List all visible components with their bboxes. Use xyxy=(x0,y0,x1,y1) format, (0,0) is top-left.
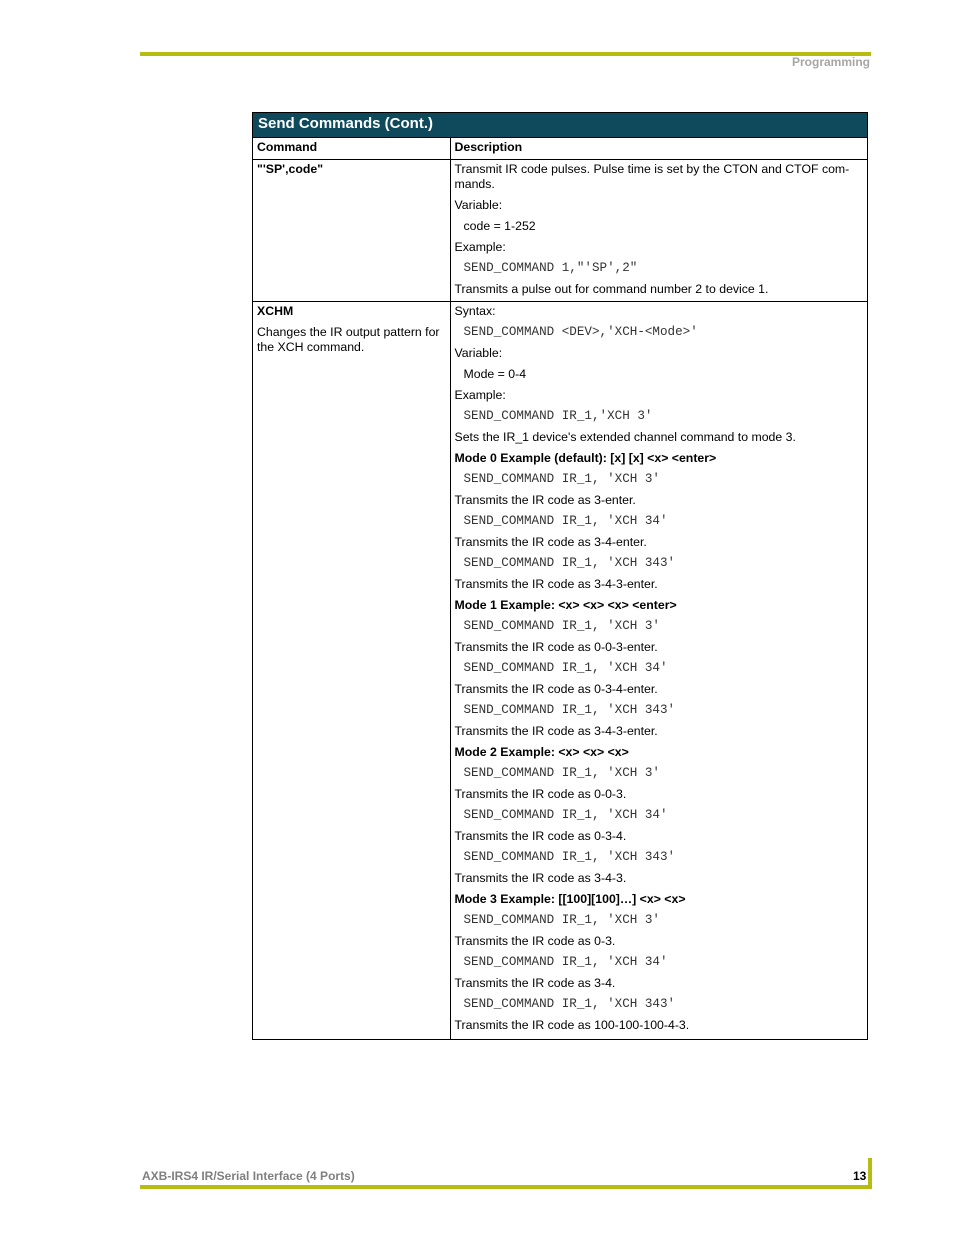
mode3-code: SEND_COMMAND IR_1, 'XCH 34' xyxy=(463,954,668,969)
mode0-code: SEND_COMMAND IR_1, 'XCH 34' xyxy=(463,513,668,528)
mode0-title: Mode 0 Example (default): [x] [x] <x> <enter> xyxy=(454,450,717,465)
table-row-sp xyxy=(253,159,867,301)
mode1-code: SEND_COMMAND IR_1, 'XCH 3' xyxy=(463,618,660,633)
sp-example-label: Example: xyxy=(454,239,506,254)
send-commands-table xyxy=(252,112,868,1040)
table-row-xchm xyxy=(253,301,867,1039)
sp-variable-label: Variable: xyxy=(454,197,503,212)
sp-example-result: Transmits a pulse out for command number 2 to device 1. xyxy=(454,281,769,296)
xchm-example-code: SEND_COMMAND IR_1,'XCH 3' xyxy=(463,408,653,423)
xchm-syntax-label: Syntax: xyxy=(454,303,496,318)
footer-title: AXB-IRS4 IR/Serial Interface (4 Ports) xyxy=(142,1169,355,1183)
mode1-code: SEND_COMMAND IR_1, 'XCH 34' xyxy=(463,660,668,675)
mode3-result: Transmits the IR code as 100-100-100-4-3. xyxy=(454,1017,690,1032)
sp-variable: code = 1-252 xyxy=(463,218,536,233)
xchm-variable-label: Variable: xyxy=(454,345,503,360)
mode1-result: Transmits the IR code as 0-3-4-enter. xyxy=(454,681,658,696)
page-number: 13 xyxy=(853,1169,867,1183)
mode2-result: Transmits the IR code as 0-3-4. xyxy=(454,828,627,843)
mode0-result: Transmits the IR code as 3-4-enter. xyxy=(454,534,647,549)
header-rule xyxy=(140,52,871,56)
mode2-code: SEND_COMMAND IR_1, 'XCH 34' xyxy=(463,807,668,822)
sp-example-code: SEND_COMMAND 1,"'SP',2" xyxy=(463,260,638,275)
mode1-code: SEND_COMMAND IR_1, 'XCH 343' xyxy=(463,702,676,717)
mode1-title: Mode 1 Example: <x> <x> <x> <enter> xyxy=(454,597,677,612)
table-header-row xyxy=(253,138,867,159)
description-sp xyxy=(450,159,867,301)
xchm-command-description: Changes the IR output pattern for the XCH command. xyxy=(257,324,440,354)
section-label: Programming xyxy=(791,55,870,69)
command-name-sp: "'SP',code" xyxy=(257,161,324,176)
mode2-result: Transmits the IR code as 0-0-3. xyxy=(454,786,627,801)
mode2-code: SEND_COMMAND IR_1, 'XCH 3' xyxy=(463,765,660,780)
footer-rule xyxy=(140,1185,871,1189)
mode3-code: SEND_COMMAND IR_1, 'XCH 3' xyxy=(463,912,660,927)
mode2-code: SEND_COMMAND IR_1, 'XCH 343' xyxy=(463,849,676,864)
mode0-code: SEND_COMMAND IR_1, 'XCH 3' xyxy=(463,471,660,486)
description-xchm xyxy=(450,301,867,1039)
table-title: Send Commands (Cont.) xyxy=(253,113,867,138)
command-name-xchm: XCHM xyxy=(257,303,294,318)
mode0-code: SEND_COMMAND IR_1, 'XCH 343' xyxy=(463,555,676,570)
mode2-result: Transmits the IR code as 3-4-3. xyxy=(454,870,627,885)
mode0-result: Transmits the IR code as 3-4-3-enter. xyxy=(454,576,658,591)
column-header-description: Description xyxy=(450,138,867,159)
mode3-code: SEND_COMMAND IR_1, 'XCH 343' xyxy=(463,996,676,1011)
xchm-example-label: Example: xyxy=(454,387,506,402)
commands-table xyxy=(253,138,867,1039)
mode1-result: Transmits the IR code as 0-0-3-enter. xyxy=(454,639,658,654)
column-header-command: Command xyxy=(253,138,450,159)
mode3-title: Mode 3 Example: [[100][100]…] <x> <x> xyxy=(454,891,686,906)
mode2-title: Mode 2 Example: <x> <x> <x> xyxy=(454,744,629,759)
xchm-syntax-code: SEND_COMMAND <DEV>,'XCH-<Mode>' xyxy=(463,324,698,339)
xchm-variable: Mode = 0-4 xyxy=(463,366,527,381)
mode3-result: Transmits the IR code as 3-4. xyxy=(454,975,616,990)
mode3-result: Transmits the IR code as 0-3. xyxy=(454,933,616,948)
mode0-result: Transmits the IR code as 3-enter. xyxy=(454,492,636,507)
mode1-result: Transmits the IR code as 3-4-3-enter. xyxy=(454,723,658,738)
xchm-example-result: Sets the IR_1 device's extended channel command to mode 3. xyxy=(454,429,796,444)
sp-description: Transmit IR code pulses. Pulse time is set by the CTON and CTOF com-mands. xyxy=(454,161,850,191)
